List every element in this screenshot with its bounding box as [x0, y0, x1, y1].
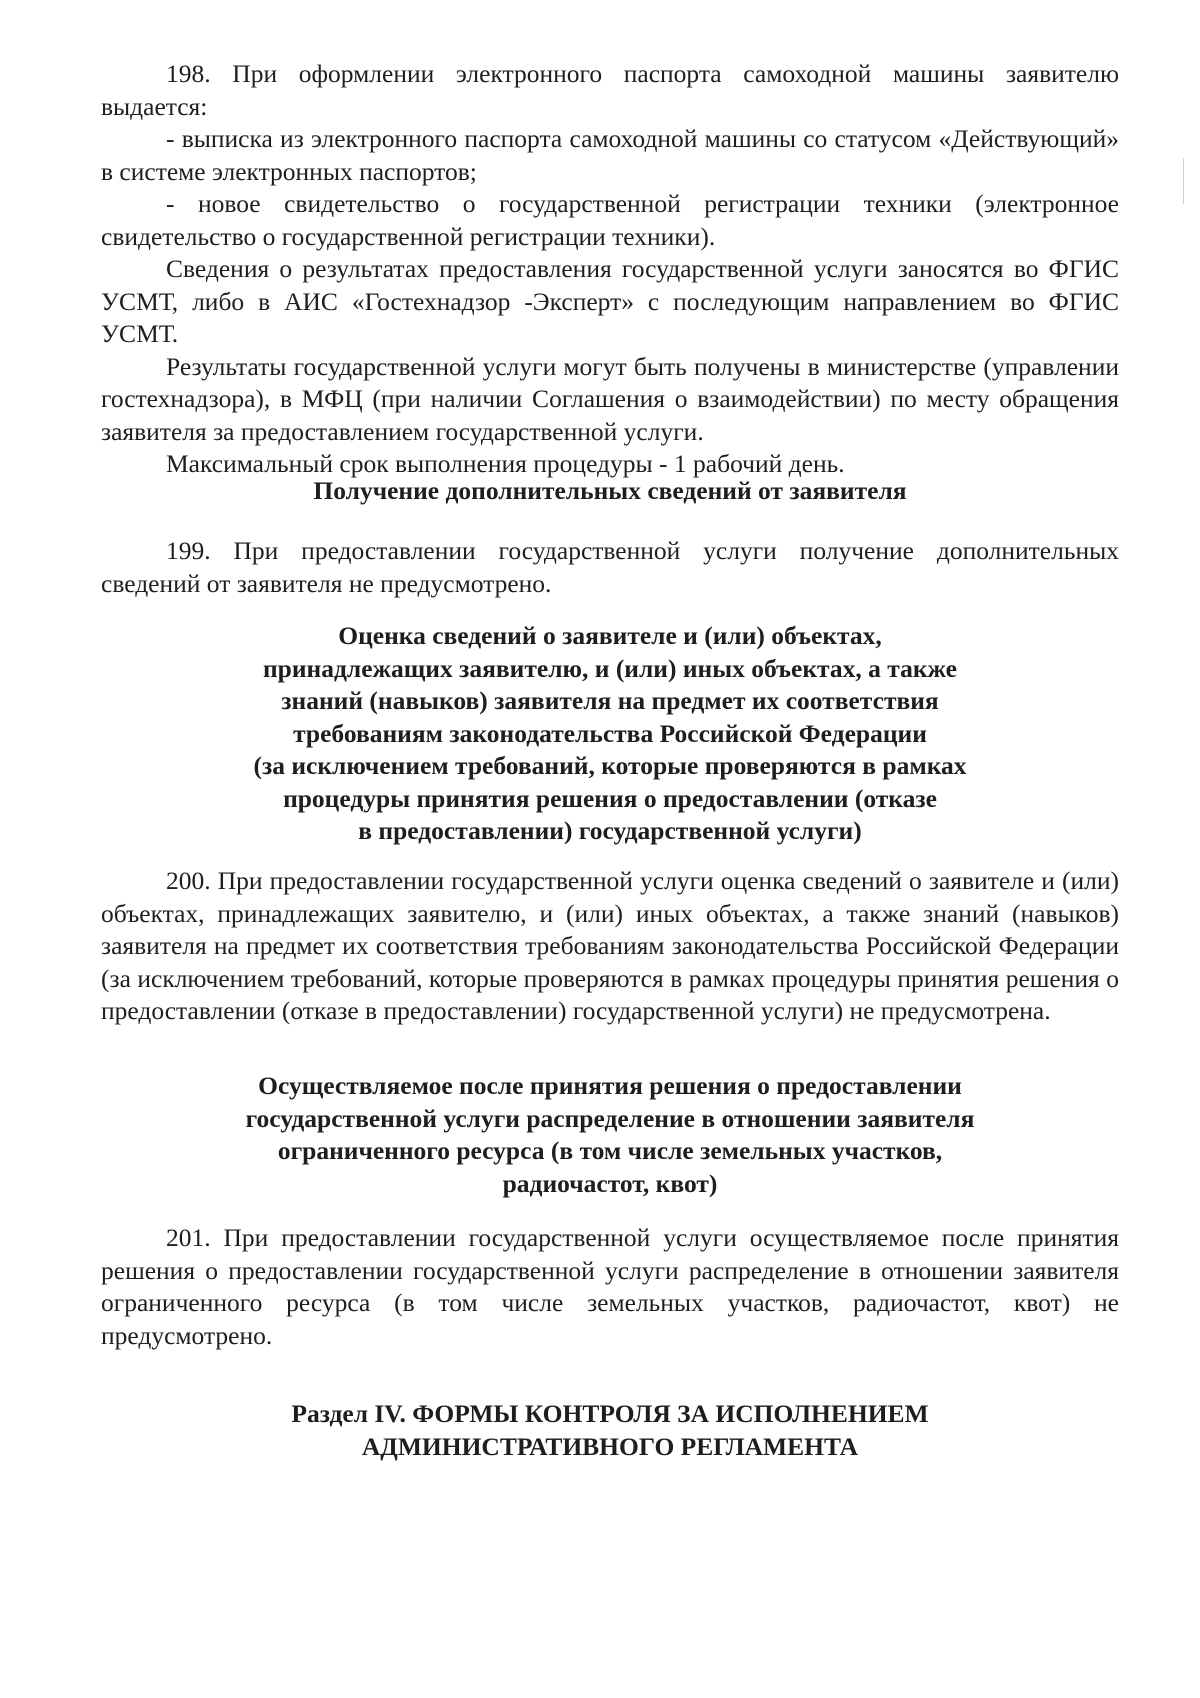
heading-line: Оценка сведений о заявителе и (или) объектах,	[338, 621, 882, 650]
paragraph-200	[101, 865, 1119, 1028]
heading-line: знаний (навыков) заявителя на предмет их соответствия	[281, 686, 939, 715]
heading-line: ограниченного ресурса (в том числе земельных участков,	[277, 1136, 943, 1165]
paragraph-200-text: 200. При предоставлении государственной услуги оценка сведений о заявителе и (или) объектах, принадлежащих заявителю, и (или) иных объектах, а также знаний (навыков) заявителя на предмет их соответствия требованиям законодательства Российской Федерации (за исключением требований, которые проверяются в рамках процедуры принятия решения о предоставлении (отказе в предоставлении) государственной услуги) не предусмотрена.	[101, 866, 1119, 1025]
heading-line: Осуществляемое после принятия решения о предоставлении	[258, 1071, 962, 1100]
paragraph-198-item-1: - выписка из электронного паспорта самоходной машины со статусом «Действующий» в системе электронных паспортов;	[101, 124, 1119, 186]
heading-line: Получение дополнительных сведений от заявителя	[313, 476, 907, 505]
heading-line: Раздел IV. ФОРМЫ КОНТРОЛЯ ЗА ИСПОЛНЕНИЕМ	[291, 1399, 929, 1428]
heading-additional-info	[101, 475, 1119, 508]
paragraph-198-info: Сведения о результатах предоставления государственной услуги заносятся во ФГИС УСМТ, либо в АИС «Гостехнадзор -Эксперт» с последующим направлением во ФГИС УСМТ.	[101, 254, 1119, 348]
paragraph-198	[101, 58, 1119, 481]
heading-line: (за исключением требований, которые проверяются в рамках	[253, 751, 967, 780]
paragraph-198-item-2: - новое свидетельство о государственной регистрации техники (электронное свидетельство о государственной регистрации техники).	[101, 189, 1119, 251]
heading-line: АДМИНИСТРАТИВНОГО РЕГЛАМЕНТА	[361, 1431, 859, 1461]
paragraph-201	[101, 1222, 1119, 1352]
heading-resource-distribution	[101, 1070, 1119, 1200]
heading-line: государственной услуги распределение в отношении заявителя	[245, 1103, 975, 1133]
heading-line: требованиям законодательства Российской Федерации	[293, 718, 927, 748]
paragraph-198-results: Результаты государственной услуги могут быть получены в министерстве (управлении гостехнадзора), в МФЦ (при наличии Соглашения о взаимодействии) по месту обращения заявителя за предоставлением государственной услуги.	[101, 351, 1119, 446]
paragraph-199	[101, 535, 1119, 600]
heading-assessment	[101, 620, 1119, 848]
paragraph-201-text: 201. При предоставлении государственной услуги осуществляемое после принятия решения о предоставлении государственной услуги распределение в отношении заявителя ограниченного ресурса (в том числе земельных участков, радиочастот, квот) не предусмотрено.	[101, 1223, 1119, 1350]
heading-line: принадлежащих заявителю, и (или) иных объектах, а также	[262, 653, 957, 683]
paragraph-198-term: Максимальный срок выполнения процедуры - 1 рабочий день.	[166, 449, 845, 478]
heading-line: в предоставлении) государственной услуги)	[358, 816, 862, 845]
scan-margin-mark	[1183, 158, 1184, 204]
heading-line: радиочастот, квот)	[502, 1168, 718, 1198]
heading-line: процедуры принятия решения о предоставлении (отказе	[283, 783, 937, 813]
paragraph-199-text: 199. При предоставлении государственной услуги получение дополнительных сведений от заявителя не предусмотрено.	[101, 536, 1119, 598]
section-iv-heading	[101, 1398, 1119, 1463]
paragraph-198-lead: 198. При оформлении электронного паспорта самоходной машины заявителю выдается:	[101, 59, 1119, 121]
